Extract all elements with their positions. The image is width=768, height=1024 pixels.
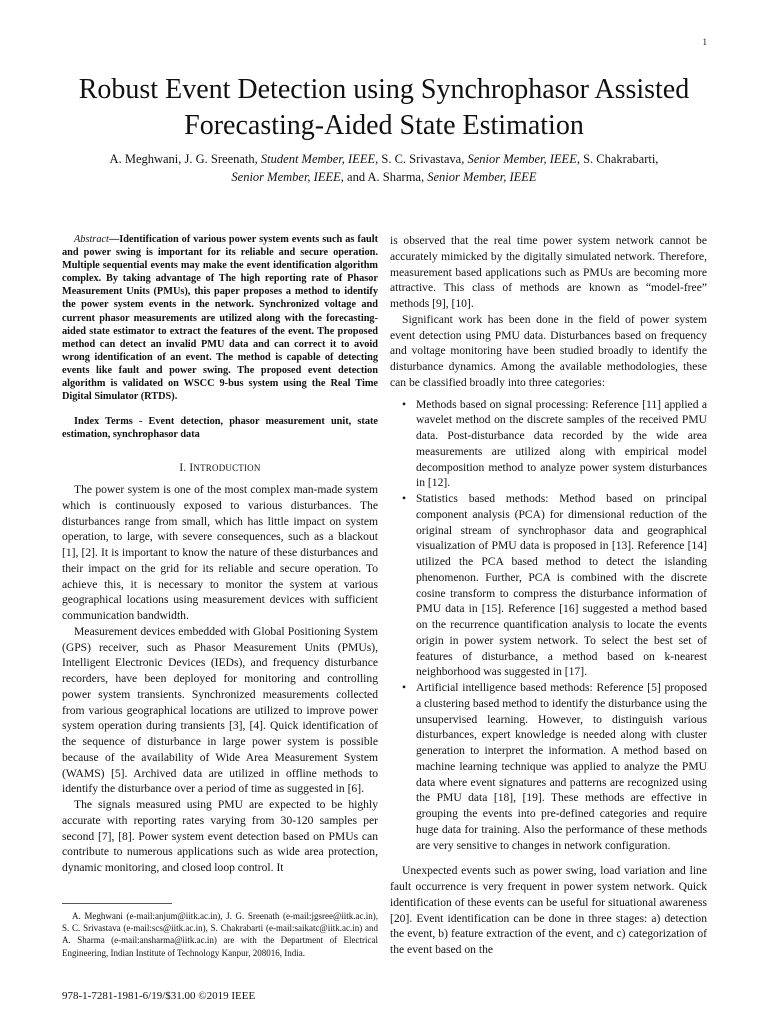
list-item [402, 397, 707, 492]
author-membership: Student Member, IEEE [260, 152, 376, 166]
section-heading-introduction [62, 461, 378, 477]
author-list [40, 150, 728, 186]
bullet-icon: • [402, 681, 407, 694]
section-title-initial: I [189, 462, 194, 475]
author-line-2 [40, 168, 728, 186]
list-item [402, 680, 707, 853]
author-line-1 [40, 150, 728, 168]
list-item-text: Methods based on signal processing: Reference [11] applied a wavelet method on the discrete samples of the received PMU data. Post-disturbance data recorded by the wide area measurements are utilized along with empirical model decomposition method to analyze power system disturbances in [12]. [416, 397, 707, 490]
list-item [402, 491, 707, 680]
right-column [390, 233, 707, 958]
left-column [62, 233, 378, 876]
author-names-1: A. Meghwani, J. G. Sreenath, [109, 152, 261, 166]
author-names-4: , and A. Sharma, [340, 170, 428, 184]
intro-paragraph-3: The signals measured using PMU are expected to be highly accurate with reporting rates varying from 30-120 samples per second [7], [8]. Power system event detection based on PMUs can contribute to numerous applications such as wide area protection, dynamic monitoring, and closed loop control. It [62, 798, 378, 875]
author-membership: Senior Member, IEEE [427, 170, 537, 184]
paper-title: Robust Event Detection using Synchrophasor Assisted Forecasting-Aided State Estimation [78, 74, 690, 141]
page-number: 1 [702, 37, 707, 47]
right-paragraph-3: Unexpected events such as power swing, load variation and line fault occurrence is very frequent in power system network. Quick identification of these events can be useful for situational awareness [20]. Event identification can be done in three stages: a) detection the event, b) feature extraction of the event, and c) categorization of the event based on the [390, 864, 707, 956]
author-names-2: , S. C. Srivastava, [375, 152, 468, 166]
list-item-text: Statistics based methods: Method based on principal component analysis (PCA) for dimensional reduction of the original stream of synchrophasor data and geographical visualization of PMU data is proposed in [13]. Reference [14] utilized the PCA based method to detect the islanding phenomenon. Further, PCA is combined with the discrete cosine transform to compress the disturbance information of PMU data in [15]. Reference [16] suggested a method based on the recurrence quantification analysis to locate the events origin in power system network. To select the best set of features of disturbance, a method based on k-nearest neighborhood was suggested in [17]. [416, 492, 707, 679]
bullet-icon: • [402, 492, 407, 505]
copyright-footer: 978-1-7281-1981-6/19/$31.00 ©2019 IEEE [62, 990, 256, 1002]
intro-paragraph-2: Measurement devices embedded with Global Positioning System (GPS) receiver, such as Phasor Measurement Units (PMUs), Intelligent Electronic Devices (IEDs), and frequency disturbance recorders, have been deployed for monitoring and controlling power system transients. Synchronized measurements collected from various geographical locations are utilized to improve power system operation during transients [3], [4]. Quick identification of the sequence of disturbance in large power system is possible because of the availability of Wide Area Measurement System (WAMS) [5]. Archived data are utilized in offline methods to identify the disturbance over a period of time as suggested in [6]. [62, 624, 378, 796]
section-title-rest: NTRODUCTION [193, 463, 261, 474]
footnote-rule [62, 903, 172, 904]
author-membership: Senior Member, IEEE [467, 152, 577, 166]
author-affiliation-footnote: A. Meghwani (e-mail:anjum@iitk.ac.in), J. G. Sreenath (e-mail:jgsree@iitk.ac.in), S. C. Srivastava (e-mail:scs@iitk.ac.in), S. Chakrabarti (e-mail:saikatc@iitk.ac.in) and A. Sharma (e-mail:ansharma@iitk.ac.in) are with the Department of Electrical Engineering, Indian Institute of Technology Kanpur, 208016, India. [62, 911, 378, 958]
section-numeral: I. [179, 462, 187, 475]
index-terms: Index Terms - Event detection, phasor measurement unit, state estimation, synchrophasor data [62, 416, 378, 441]
author-membership: Senior Member, IEEE [231, 170, 341, 184]
right-paragraph-2: Significant work has been done in the field of power system event detection using PMU data. Disturbances based on frequency and voltage monitoring have been studied broadly to identify the disturbance dynamics. Among the available methodologies, these can be classified broadly into three categories: [390, 312, 707, 389]
right-paragraph-1: is observed that the real time power system network cannot be accurately mimicked by the digitally simulated network. Therefore, measurement based applications such as PMUs are becoming more attractive. This class of methods are known as “model-free” methods [9], [10]. [390, 234, 707, 310]
abstract-label: Abstract [74, 234, 109, 245]
author-names-3: , S. Chakrabarti, [576, 152, 659, 166]
abstract [62, 233, 378, 403]
bullet-icon: • [402, 397, 407, 411]
method-category-list [390, 397, 707, 854]
list-item-text: Artificial intelligence based methods: Reference [5] proposed a clustering based method to identify the disturbance using the unsupervised learning. However, to distinguish various disturbances, expert knowledge is needed along with cluster generation to interpret the information. A method based on machine learning technique was applied to analyze the PMU data where event signatures and patterns are recognized using the PMU data [18], [19]. These methods are effective in grouping the events into pre-defined categories and require huge data for training. Also the performance of these methods are very sensitive to changes in network configuration. [416, 681, 707, 852]
intro-paragraph-1: The power system is one of the most complex man-made system which is continuously exposed to various disturbances. The disturbances range from small, which has little impact on system operation, to large, with severe consequences, such as a blackout [1], [2]. It is important to know the nature of these disturbances and their impact on the grid for its reliable and secure operation. To achieve this, it is necessary to monitor the system at various geographical locations using measurement devices with sufficient communication bandwidth. [62, 483, 378, 623]
abstract-text: —Identification of various power system events such as fault and power swing is important for its reliable and secure operation. Multiple sequential events may make the event identification algorithm complex. By taking advantage of The high reporting rate of Phasor Measurement Units (PMUs), this paper proposes a method to identify the power system events in the network. Synchronized voltage and current phasor measurements are utilized along with the forecasting-aided state estimator to extract the features of the event. The proposed method can detect an invalid PMU data and can correct it to avoid wrong identification of an event. The method is capable of detecting events like fault and power swing. The proposed event detection algorithm is validated on WSCC 9-bus system using the Real Time Digital Simulator (RTDS). [62, 234, 378, 403]
